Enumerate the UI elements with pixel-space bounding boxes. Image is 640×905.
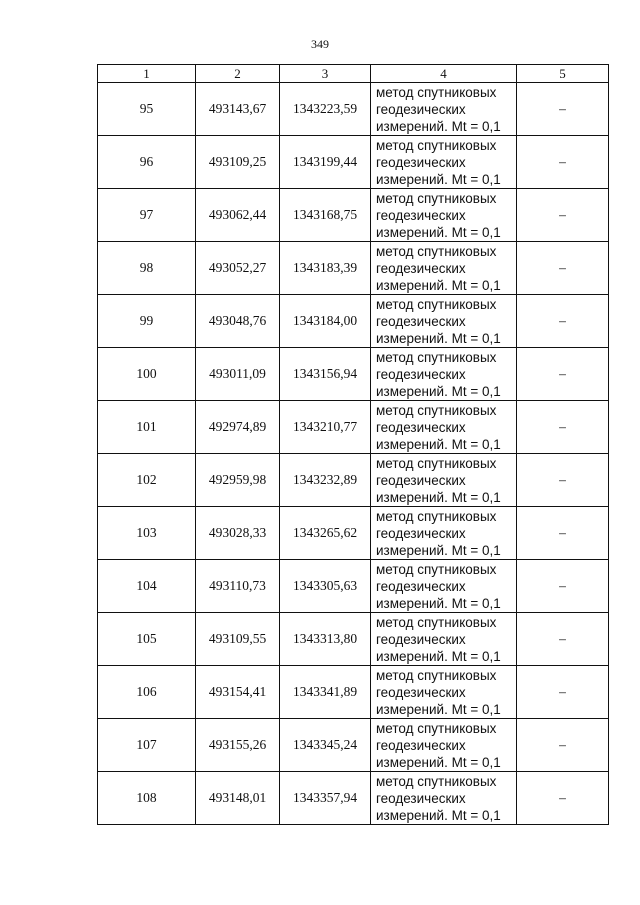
- y-coordinate-cell: 1343223,59: [280, 83, 371, 136]
- method-line: метод спутниковых: [376, 614, 497, 630]
- point-number-cell: 104: [98, 560, 196, 613]
- header-row: [98, 65, 609, 83]
- y-coordinate-cell: 1343345,24: [280, 719, 371, 772]
- column-header: 1: [98, 65, 196, 83]
- method-line: измерений. Mt = 0,1: [376, 277, 501, 293]
- y-coordinate-cell: 1343168,75: [280, 189, 371, 242]
- method-line: метод спутниковых: [376, 667, 497, 683]
- point-number-cell: 103: [98, 507, 196, 560]
- method-line: метод спутниковых: [376, 508, 497, 524]
- method-cell: [371, 401, 517, 454]
- method-line: геодезических: [376, 472, 466, 488]
- table-row: [98, 242, 609, 295]
- table-row: [98, 454, 609, 507]
- y-coordinate-cell: 1343341,89: [280, 666, 371, 719]
- method-line: измерений. Mt = 0,1: [376, 436, 501, 452]
- method-line: измерений. Mt = 0,1: [376, 489, 501, 505]
- table-row: [98, 560, 609, 613]
- method-line: метод спутниковых: [376, 296, 497, 312]
- method-line: геодезических: [376, 260, 466, 276]
- method-line: измерений. Mt = 0,1: [376, 171, 501, 187]
- note-cell: –: [517, 136, 609, 189]
- note-cell: –: [517, 295, 609, 348]
- method-cell: [371, 666, 517, 719]
- method-cell: [371, 454, 517, 507]
- point-number-cell: 101: [98, 401, 196, 454]
- point-number-cell: 96: [98, 136, 196, 189]
- method-cell: [371, 560, 517, 613]
- x-coordinate-cell: 493062,44: [196, 189, 280, 242]
- method-line: метод спутниковых: [376, 561, 497, 577]
- x-coordinate-cell: 492959,98: [196, 454, 280, 507]
- method-line: геодезических: [376, 313, 466, 329]
- column-header: 5: [517, 65, 609, 83]
- method-cell: [371, 613, 517, 666]
- column-header: 3: [280, 65, 371, 83]
- method-line: геодезических: [376, 525, 466, 541]
- table-row: [98, 295, 609, 348]
- y-coordinate-cell: 1343183,39: [280, 242, 371, 295]
- method-line: измерений. Mt = 0,1: [376, 648, 501, 664]
- method-line: геодезических: [376, 154, 466, 170]
- table-row: [98, 719, 609, 772]
- x-coordinate-cell: 493110,73: [196, 560, 280, 613]
- method-line: геодезических: [376, 737, 466, 753]
- x-coordinate-cell: 492974,89: [196, 401, 280, 454]
- table-row: [98, 613, 609, 666]
- point-number-cell: 105: [98, 613, 196, 666]
- page-number: 349: [311, 37, 329, 51]
- note-cell: –: [517, 401, 609, 454]
- table-row: [98, 348, 609, 401]
- table-row: [98, 772, 609, 825]
- method-line: метод спутниковых: [376, 455, 497, 471]
- point-number-cell: 107: [98, 719, 196, 772]
- x-coordinate-cell: 493109,55: [196, 613, 280, 666]
- method-cell: [371, 83, 517, 136]
- method-line: измерений. Mt = 0,1: [376, 330, 501, 346]
- method-line: геодезических: [376, 207, 466, 223]
- method-line: метод спутниковых: [376, 243, 497, 259]
- x-coordinate-cell: 493109,25: [196, 136, 280, 189]
- y-coordinate-cell: 1343357,94: [280, 772, 371, 825]
- method-cell: [371, 772, 517, 825]
- method-line: метод спутниковых: [376, 137, 497, 153]
- table-row: [98, 136, 609, 189]
- point-number-cell: 100: [98, 348, 196, 401]
- method-line: геодезических: [376, 578, 466, 594]
- y-coordinate-cell: 1343313,80: [280, 613, 371, 666]
- method-cell: [371, 136, 517, 189]
- coordinates-table: [97, 64, 609, 825]
- x-coordinate-cell: 493011,09: [196, 348, 280, 401]
- method-cell: [371, 242, 517, 295]
- method-line: метод спутниковых: [376, 402, 497, 418]
- note-cell: –: [517, 348, 609, 401]
- y-coordinate-cell: 1343232,89: [280, 454, 371, 507]
- point-number-cell: 106: [98, 666, 196, 719]
- method-line: измерений. Mt = 0,1: [376, 542, 501, 558]
- table-row: [98, 189, 609, 242]
- method-cell: [371, 348, 517, 401]
- note-cell: –: [517, 560, 609, 613]
- table-row: [98, 83, 609, 136]
- method-line: геодезических: [376, 419, 466, 435]
- note-cell: –: [517, 242, 609, 295]
- note-cell: –: [517, 613, 609, 666]
- method-cell: [371, 295, 517, 348]
- y-coordinate-cell: 1343199,44: [280, 136, 371, 189]
- point-number-cell: 99: [98, 295, 196, 348]
- method-line: геодезических: [376, 684, 466, 700]
- x-coordinate-cell: 493154,41: [196, 666, 280, 719]
- point-number-cell: 98: [98, 242, 196, 295]
- y-coordinate-cell: 1343184,00: [280, 295, 371, 348]
- method-line: геодезических: [376, 101, 466, 117]
- method-line: геодезических: [376, 366, 466, 382]
- table-row: [98, 666, 609, 719]
- y-coordinate-cell: 1343265,62: [280, 507, 371, 560]
- point-number-cell: 95: [98, 83, 196, 136]
- note-cell: –: [517, 454, 609, 507]
- method-line: измерений. Mt = 0,1: [376, 383, 501, 399]
- note-cell: –: [517, 772, 609, 825]
- table-row: [98, 401, 609, 454]
- y-coordinate-cell: 1343305,63: [280, 560, 371, 613]
- point-number-cell: 97: [98, 189, 196, 242]
- method-line: измерений. Mt = 0,1: [376, 807, 501, 823]
- method-line: геодезических: [376, 631, 466, 647]
- y-coordinate-cell: 1343210,77: [280, 401, 371, 454]
- method-cell: [371, 189, 517, 242]
- x-coordinate-cell: 493028,33: [196, 507, 280, 560]
- method-line: измерений. Mt = 0,1: [376, 118, 501, 134]
- note-cell: –: [517, 507, 609, 560]
- note-cell: –: [517, 83, 609, 136]
- method-cell: [371, 507, 517, 560]
- method-line: измерений. Mt = 0,1: [376, 754, 501, 770]
- method-line: метод спутниковых: [376, 190, 497, 206]
- x-coordinate-cell: 493148,01: [196, 772, 280, 825]
- method-line: измерений. Mt = 0,1: [376, 701, 501, 717]
- method-cell: [371, 719, 517, 772]
- y-coordinate-cell: 1343156,94: [280, 348, 371, 401]
- point-number-cell: 108: [98, 772, 196, 825]
- method-line: измерений. Mt = 0,1: [376, 224, 501, 240]
- note-cell: –: [517, 719, 609, 772]
- x-coordinate-cell: 493052,27: [196, 242, 280, 295]
- note-cell: –: [517, 666, 609, 719]
- method-line: метод спутниковых: [376, 720, 497, 736]
- method-line: измерений. Mt = 0,1: [376, 595, 501, 611]
- point-number-cell: 102: [98, 454, 196, 507]
- x-coordinate-cell: 493143,67: [196, 83, 280, 136]
- method-line: метод спутниковых: [376, 349, 497, 365]
- x-coordinate-cell: 493155,26: [196, 719, 280, 772]
- table-row: [98, 507, 609, 560]
- note-cell: –: [517, 189, 609, 242]
- column-header: 2: [196, 65, 280, 83]
- method-line: геодезических: [376, 790, 466, 806]
- method-line: метод спутниковых: [376, 773, 497, 789]
- method-line: метод спутниковых: [376, 84, 497, 100]
- column-header: 4: [371, 65, 517, 83]
- x-coordinate-cell: 493048,76: [196, 295, 280, 348]
